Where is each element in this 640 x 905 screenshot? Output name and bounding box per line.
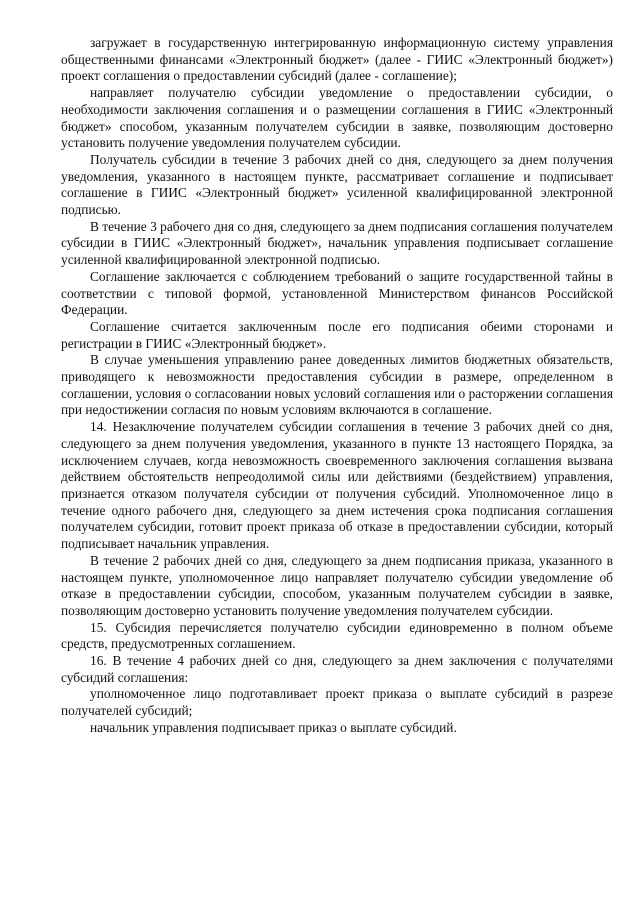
paragraph-state-secret: Соглашение заключается с соблюдением требований о защите государственной тайны в соответствии с типовой формой, установленной Министерством финансов Российской Федерации. <box>61 268 613 318</box>
paragraph-limits-reduction: В случае уменьшения управлению ранее доведенных лимитов бюджетных обязательств, приводящего к невозможности предоставления субсидии в размере, определенном в соглашении, условия о согласовании новых условий соглашения или о расторжении соглашения при недостижении согласия по новым условиям включаются в соглашение. <box>61 352 613 418</box>
paragraph-recipient-signs: Получатель субсидии в течение 3 рабочих дней со дня, следующего за днем получения уведомления, указанного в настоящем пункте, рассматривает соглашение и подписывает соглашение в ГИИС «Электронный бюджет» усиленной квалифицированной электронной подписью. <box>61 151 613 218</box>
paragraph-refusal-notice: В течение 2 рабочих дней со дня, следующего за днем подписания приказа, указанного в настоящем пункте, уполномоченное лицо направляет получателю субсидии уведомление об отказе в предоставлении субсидии, способом, указанным получателем субсидии в заявке, позволяющим достоверно установить получение уведомления получателем субсидии. <box>61 552 613 618</box>
paragraph-item-16: 16. В течение 4 рабочих дней со дня, следующего за днем заключения с получателями субсидий соглашения: <box>61 653 613 685</box>
paragraph-order-draft: уполномоченное лицо подготавливает проект приказа о выплате субсидий в разрезе получателей субсидий; <box>61 686 613 719</box>
document-page <box>61 35 613 737</box>
paragraph-order-signed: начальник управления подписывает приказ о выплате субсидий. <box>90 719 457 735</box>
paragraph-head-signs: В течение 3 рабочего дня со дня, следующего за днем подписания соглашения получателем субсидии в ГИИС «Электронный бюджет», начальник управления подписывает соглашение усиленной квалифицированной электронной подписью. <box>61 218 613 268</box>
paragraph-notification: направляет получателю субсидии уведомление о предоставлении субсидии, о необходимости заключения соглашения и о размещении соглашения в ГИИС «Электронный бюджет» способом, указанным получателем субсидии в заявке, позволяющим достоверно установить получение уведомления получателем субсидии. <box>61 85 613 151</box>
paragraph-item-15: 15. Субсидия перечисляется получателю субсидии единовременно в полном объеме средств, предусмотренных соглашением. <box>61 619 613 652</box>
paragraph-giis-upload: загружает в государственную интегрированную информационную систему управления общественными финансами «Электронный бюджет» (далее - ГИИС «Электронный бюджет») проект соглашения о предоставлении субсидий (далее - соглашение); <box>61 35 613 84</box>
paragraph-item-14: 14. Незаключение получателем субсидии соглашения в течение 3 рабочих дней со дня, следующего за днем получения уведомления, указанного в пункте 13 настоящего Порядка, за исключением случаев, когда невозможность своевременного заключения соглашения вызвана действием обстоятельств непреодолимой силы или действиями (бездействием) управления, признается отказом получателя субсидии от получения субсидий. Уполномоченное лицо в течение одного рабочего дня, следующего за днем истечения срока подписания соглашения получателем субсидии, готовит проект приказа об отказе в предоставлении субсидии, который подписывает начальник управления. <box>61 419 613 552</box>
paragraph-agreement-concluded: Соглашение считается заключенным после его подписания обеими сторонами и регистрации в ГИИС «Электронный бюджет». <box>61 318 613 351</box>
